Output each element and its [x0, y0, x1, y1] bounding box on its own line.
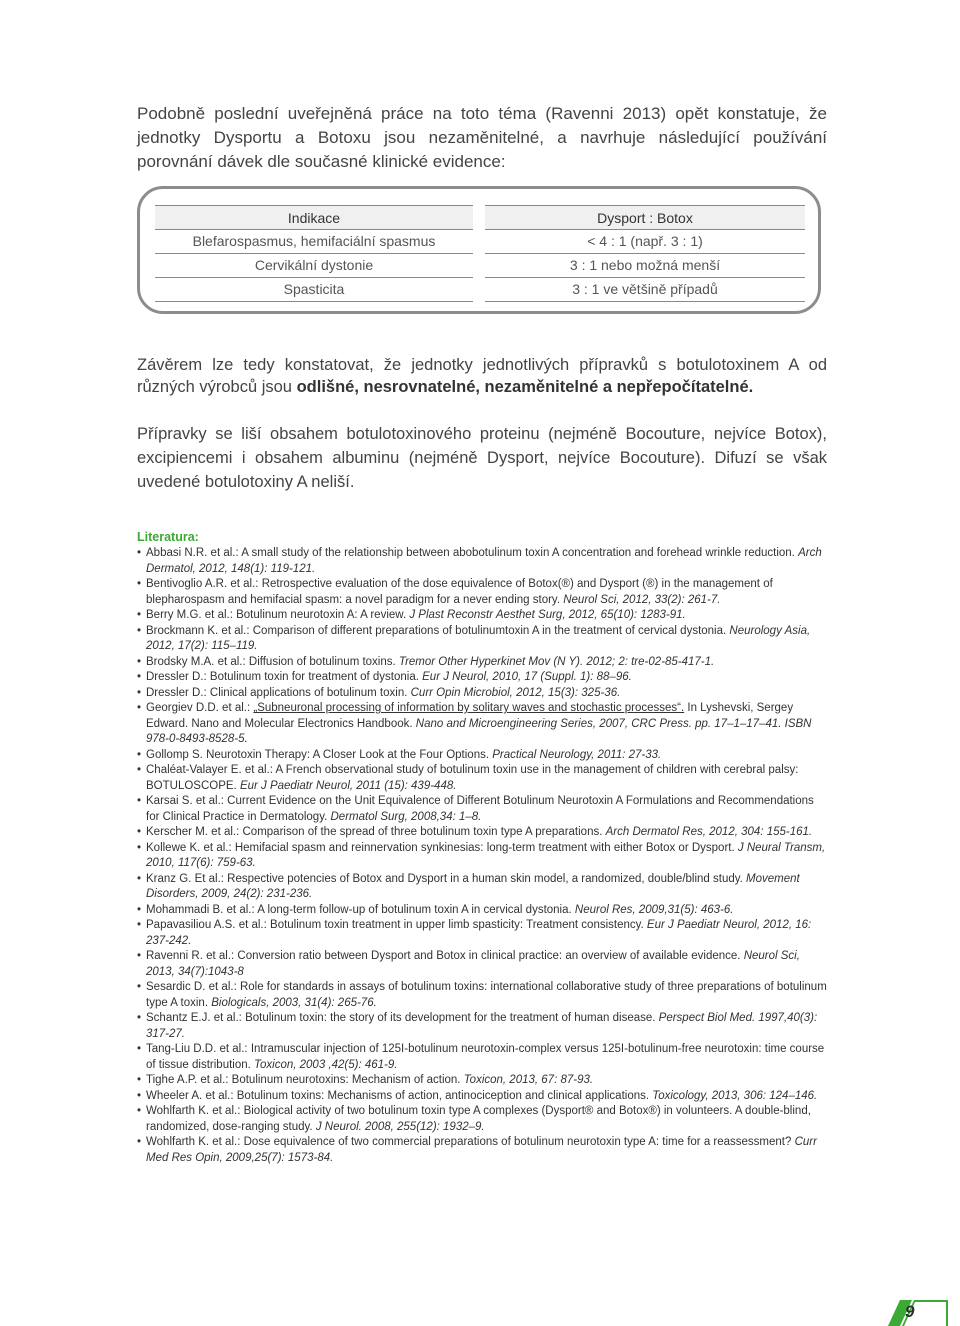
reference-text: Kerscher M. et al.: Comparison of the spread of three botulinum toxin type A preparations.	[146, 826, 606, 838]
reference-source: Neurol Res, 2009,31(5): 463-6.	[574, 903, 734, 916]
row-ratio: 3 : 1 nebo možná menší	[485, 254, 805, 278]
reference-item	[137, 794, 827, 825]
reference-text: Tang-Liu D.D. et al.: Intramuscular injection of 125I-botulinum neurotoxin-complex versus 125I-botulinum-free neurotoxin: time course of tissue distribution.	[146, 1043, 825, 1071]
differences-paragraph: Přípravky se liší obsahem botulotoxinového proteinu (nejméně Bocouture, nejvíce Botox), excipiencemi i obsahem albuminu (nejméně Dysport, nejvíce Bocouture). Difuzí se však uvedené botulotoxiny A neliší.	[137, 425, 827, 491]
page-number: 9	[905, 1302, 915, 1321]
reference-item	[137, 980, 827, 1011]
reference-source: Arch Dermatol, 2012, 148(1): 119-121.	[146, 547, 822, 575]
reference-item	[137, 1073, 827, 1089]
reference-text: Mohammadi B. et al.: A long-term follow-up of botulinum toxin A in cervical dystonia.	[146, 903, 575, 916]
literature-heading: Literatura:	[137, 530, 199, 544]
reference-source: Toxicology, 2013, 306: 124–146.	[652, 1089, 818, 1102]
reference-source: Toxicon, 2013, 67: 87-93.	[463, 1074, 594, 1086]
reference-item	[137, 686, 827, 702]
intro-paragraph: Podobně poslední uveřejněná práce na toto téma (Ravenni 2013) opět konstatuje, že jednotky Dysportu a Botoxu jsou nezaměnitelné, a navrhuje následující používání porovnání dávek dle současné klinické evidence:	[137, 104, 827, 171]
reference-item	[137, 903, 827, 919]
reference-text-cont: In Lyshevski, Sergey Edward. Nano and Molecular Electronics Handbook.	[146, 702, 794, 730]
table-header-row	[155, 205, 805, 230]
reference-item	[137, 1104, 827, 1135]
reference-source: Arch Dermatol Res, 2012, 304: 155-161.	[605, 826, 813, 838]
page-badge-icon	[888, 1300, 948, 1326]
header-indication: Indikace	[155, 205, 473, 230]
reference-item	[137, 624, 827, 655]
reference-text: Berry M.G. et al.: Botulinum neurotoxin A: A review.	[146, 609, 410, 621]
reference-text: Bentivoglio A.R. et al.: Retrospective evaluation of the dose equivalence of Botox(®) and Dysport (®) in the management of blepharospasm and hemifacial spasm: a novel paradigm for a never ending story.	[146, 578, 773, 606]
reference-source: Movement Disorders, 2009, 24(2): 231-236.	[146, 872, 800, 900]
row-ratio: 3 : 1 ve většině případů	[485, 278, 805, 302]
reference-text: Dressler D.: Botulinum toxin for treatment of dystonia.	[146, 671, 423, 683]
row-indication: Blefarospasmus, hemifaciální spasmus	[155, 230, 473, 254]
reference-source: Practical Neurology, 2011: 27-33.	[492, 748, 662, 761]
table-row	[155, 254, 805, 278]
reference-item	[137, 1089, 827, 1105]
dose-comparison-table	[155, 205, 805, 302]
reference-item	[137, 918, 827, 949]
reference-text: Papavasiliou A.S. et al.: Botulinum toxin treatment in upper limb spasticity: Treatment consistency.	[146, 919, 647, 931]
reference-text: Tighe A.P. et al.: Botulinum neurotoxins: Mechanism of action.	[146, 1074, 464, 1086]
row-indication: Spasticita	[155, 278, 473, 302]
reference-text: Abbasi N.R. et al.: A small study of the relationship between abobotulinum toxin A concentration and forehead wrinkle reduction.	[146, 547, 799, 559]
reference-item	[137, 841, 827, 872]
conclusion-bold: odlišné, nesrovnatelné, nezaměnitelné a nepřepočítatelné.	[296, 378, 754, 396]
reference-text: Kollewe K. et al.: Hemifacial spasm and reinnervation synkinesias: long-term treatment with either Botox or Dysport.	[146, 841, 738, 854]
reference-text: Sesardic D. et al.: Role for standards in assays of botulinum toxins: international collaborative study of three preparations of botulinum type A toxin.	[146, 981, 827, 1009]
reference-source: Biologicals, 2003, 31(4): 265-76.	[211, 996, 377, 1009]
reference-item	[137, 949, 827, 980]
row-indication: Cervikální dystonie	[155, 254, 473, 278]
conclusion-paragraph	[137, 354, 827, 398]
reference-text: Georgiev D.D. et al.:	[146, 702, 254, 714]
reference-text: Dressler D.: Clinical applications of botulinum toxin.	[146, 686, 411, 699]
reference-text: Brodsky M.A. et al.: Diffusion of botulinum toxins.	[146, 655, 399, 668]
reference-source: Curr Med Res Opin, 2009,25(7): 1573-84.	[146, 1136, 817, 1164]
reference-source: Toxicon, 2003 ,42(5): 461-9.	[254, 1058, 398, 1071]
reference-source: J Neurol. 2008, 255(12): 1932–9.	[315, 1120, 485, 1133]
reference-item	[137, 608, 827, 624]
reference-source: Perspect Biol Med. 1997,40(3): 317-27.	[146, 1012, 818, 1040]
reference-source: Eur J Paediatr Neurol, 2011 (15): 439-448.	[239, 779, 457, 792]
reference-text: Chaléat-Valayer E. et al.: A French observational study of botulinum toxin use in the management of children with cerebral palsy: BOTULOSCOPE.	[146, 764, 799, 792]
reference-source: Neurol Sci, 2013, 34(7):1043-8	[146, 950, 800, 978]
reference-text: Karsai S. et al.: Current Evidence on the Unit Equivalence of Different Botulinum Neurotoxin A Formulations and Recommendations for Clinical Practice in Dermatology.	[146, 795, 814, 823]
reference-text: Wheeler A. et al.: Botulinum toxins: Mechanisms of action, antinociception and clinical applications.	[146, 1089, 653, 1102]
reference-text: Ravenni R. et al.: Conversion ratio between Dysport and Botox in clinical practice: an overview of available evidence.	[146, 950, 744, 962]
reference-text: Kranz G. Et al.: Respective potencies of Botox and Dysport in a human skin model, a randomized, double/blind study.	[146, 872, 747, 885]
reference-item	[137, 825, 827, 841]
reference-source: Nano and Microengineering Series, 2007, CRC Press. pp. 17–1–17–41. ISBN 978-0-8493-8528-5.	[146, 717, 812, 745]
header-ratio: Dysport : Botox	[485, 205, 805, 230]
reference-source: J Plast Reconstr Aesthet Surg, 2012, 65(10): 1283-91.	[409, 609, 686, 621]
conclusion-lead: Závěrem lze tedy konstatovat, že jednotky jednotlivých přípravků s botulotoxinem A od různých výrobců jsou	[137, 356, 827, 396]
reference-source: Curr Opin Microbiol, 2012, 15(3): 325-36.	[410, 686, 621, 699]
table-row	[155, 230, 805, 254]
reference-link[interactable]: „Subneuronal processing of information by solitary waves and stochastic processes“.	[253, 702, 685, 714]
reference-source: Neurol Sci, 2012, 33(2): 261-7.	[563, 593, 721, 606]
reference-item	[137, 670, 827, 686]
reference-item	[137, 546, 827, 577]
reference-list	[137, 546, 827, 1166]
reference-text: Brockmann K. et al.: Comparison of different preparations of botulinumtoxin A in the treatment of cervical dystonia.	[146, 624, 730, 637]
reference-source: Neurology Asia, 2012, 17(2): 115–119.	[146, 624, 811, 652]
reference-item	[137, 1042, 827, 1073]
reference-text: Schantz E.J. et al.: Botulinum toxin: the story of its development for the treatment of human disease.	[146, 1012, 659, 1024]
row-ratio: < 4 : 1 (např. 3 : 1)	[485, 230, 805, 254]
reference-source: Tremor Other Hyperkinet Mov (N Y). 2012; 2: tre-02-85-417-1.	[398, 655, 715, 668]
reference-item	[137, 1011, 827, 1042]
reference-source: Eur J Neurol, 2010, 17 (Suppl. 1): 88–96.	[422, 671, 632, 683]
reference-source: J Neural Transm, 2010, 117(6): 759-63.	[146, 841, 826, 869]
reference-text: Wohlfarth K. et al.: Dose equivalence of two commercial preparations of botulinum neurotoxin type A: time for a reassessment?	[146, 1136, 795, 1148]
reference-item	[137, 763, 827, 794]
reference-text: Wohlfarth K. et al.: Biological activity of two botulinum toxin type A complexes (Dysport® and Botox®) in volunteers. A double-blind, randomized, dose-ranging study.	[146, 1105, 811, 1133]
reference-item	[137, 1135, 827, 1166]
reference-item	[137, 701, 827, 748]
reference-item	[137, 748, 827, 764]
reference-text: Gollomp S. Neurotoxin Therapy: A Closer Look at the Four Options.	[146, 748, 493, 761]
reference-item	[137, 577, 827, 608]
reference-item	[137, 655, 827, 671]
table-row	[155, 278, 805, 302]
reference-item	[137, 872, 827, 903]
reference-source: Dermatol Surg, 2008,34: 1–8.	[330, 810, 482, 823]
reference-source: Eur J Paediatr Neurol, 2012, 16: 237-242.	[146, 919, 812, 947]
